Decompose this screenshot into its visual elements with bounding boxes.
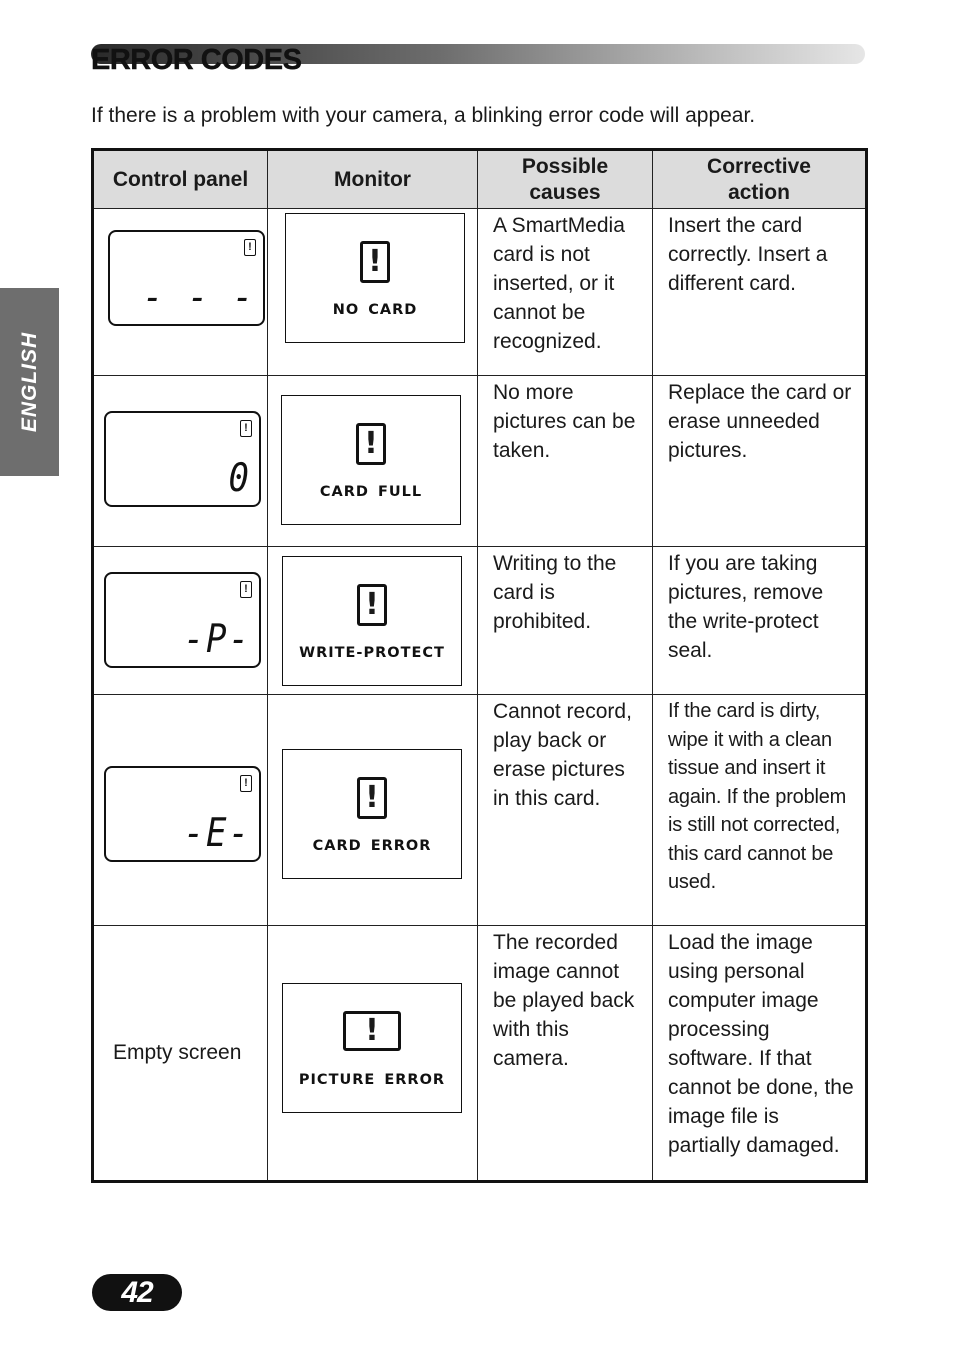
header-control-panel: Control panel — [93, 150, 268, 209]
cause-text: A SmartMedia card is not inserted, or it cannot be recognized. — [493, 214, 625, 353]
table-row — [93, 547, 867, 695]
lcd-display — [108, 230, 265, 326]
action-text: Insert the card correctly. Insert a different card. — [668, 214, 828, 295]
lcd-error-code: -E- — [183, 810, 251, 857]
cause-text: No more pictures can be taken. — [493, 381, 636, 462]
language-side-tab — [0, 288, 59, 476]
table-row — [93, 376, 867, 547]
warning-icon: ! — [360, 241, 390, 283]
header-causes-line1: Possible — [521, 154, 609, 178]
intro-text: If there is a problem with your camera, a blinking error code will appear. — [91, 104, 756, 127]
cause-cell — [478, 209, 653, 376]
monitor-screen — [285, 213, 465, 343]
error-codes-table — [91, 148, 868, 1183]
monitor-message: WRITE-PROTECT — [299, 645, 445, 661]
monitor-cell — [268, 926, 478, 1182]
header-causes-line2: causes — [529, 180, 601, 204]
warning-icon: ! — [356, 423, 386, 465]
action-text: If the card is dirty, wipe it with a clean tissue and insert it again. If the problem is still not corrected, this card cannot be used. — [668, 700, 847, 893]
header-corrective-action — [653, 150, 867, 209]
lcd-display — [104, 411, 261, 507]
table-row — [93, 695, 867, 926]
action-cell — [653, 926, 867, 1182]
monitor-screen — [281, 395, 461, 525]
cause-cell — [478, 547, 653, 695]
action-text: Load the image using personal computer image processing software. If that cannot be done, the image file is partially damaged. — [668, 931, 854, 1157]
header-action-line1: Corrective — [707, 154, 811, 178]
control-panel-cell — [93, 695, 268, 926]
cause-cell — [478, 926, 653, 1182]
warning-icon: ! — [240, 775, 252, 792]
monitor-screen — [282, 556, 462, 686]
control-panel-cell — [93, 926, 268, 1182]
monitor-cell — [268, 695, 478, 926]
table-header-row — [93, 150, 867, 209]
control-panel-cell — [93, 209, 268, 376]
lcd-display — [104, 766, 261, 862]
cause-cell — [478, 695, 653, 926]
table-row — [93, 209, 867, 376]
monitor-screen — [282, 983, 462, 1113]
monitor-cell — [268, 376, 478, 547]
lcd-error-code: - - - — [142, 274, 255, 321]
cause-cell — [478, 376, 653, 547]
page-number: 42 — [92, 1274, 182, 1311]
lcd-error-code: 0 — [228, 455, 251, 502]
control-panel-cell — [93, 376, 268, 547]
control-panel-text: Empty screen — [113, 1041, 242, 1064]
action-cell — [653, 376, 867, 547]
lcd-display — [104, 572, 261, 668]
side-tab-label: ENGLISH — [17, 331, 41, 433]
warning-icon: ! — [240, 581, 252, 598]
cause-text: The recorded image cannot be played back with this camera. — [493, 931, 635, 1070]
monitor-message: CARD FULL — [319, 484, 423, 500]
monitor-message: CARD ERROR — [312, 838, 432, 854]
warning-icon: ! — [357, 777, 387, 819]
monitor-screen — [282, 749, 462, 879]
header-possible-causes — [478, 150, 653, 209]
action-cell — [653, 695, 867, 926]
cause-text: Writing to the card is prohibited. — [493, 552, 617, 633]
monitor-message: PICTURE ERROR — [298, 1072, 446, 1088]
monitor-cell — [268, 209, 478, 376]
warning-icon: ! — [357, 584, 387, 626]
action-text: Replace the card or erase unneeded pictures. — [668, 381, 852, 462]
control-panel-cell — [93, 547, 268, 695]
monitor-message: NO CARD — [332, 302, 418, 318]
warning-icon: ! — [244, 239, 256, 256]
warning-icon: ! — [343, 1011, 401, 1051]
warning-icon: ! — [240, 420, 252, 437]
monitor-cell — [268, 547, 478, 695]
page-title: ERROR CODES — [91, 44, 302, 76]
cause-text: Cannot record, play back or erase pictures in this card. — [493, 700, 632, 810]
action-cell — [653, 547, 867, 695]
lcd-error-code: -P- — [183, 616, 251, 663]
action-cell — [653, 209, 867, 376]
header-monitor: Monitor — [268, 150, 478, 209]
header-action-line2: action — [728, 180, 790, 204]
action-text: If you are taking pictures, remove the write-protect seal. — [668, 552, 824, 662]
table-row — [93, 926, 867, 1182]
